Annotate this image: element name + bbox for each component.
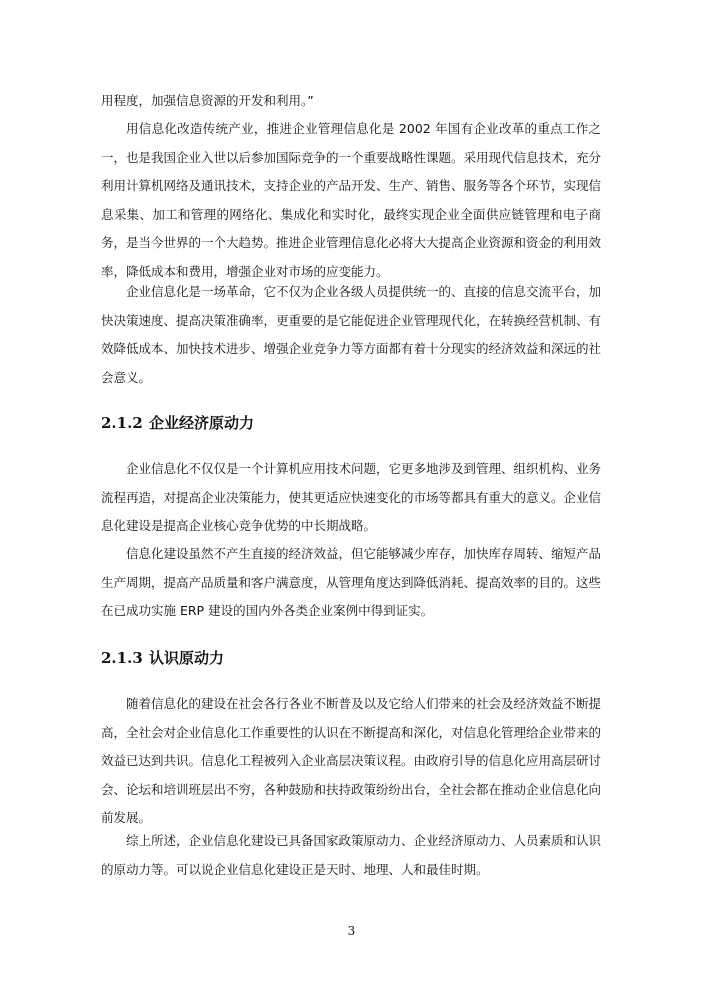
section-heading-2-1-3 — [101, 648, 224, 668]
paragraph-continuation: 用程度，加强信息资源的开发和利用。” — [101, 93, 314, 108]
paragraph-economic-driver: 企业信息化不仅仅是一个计算机应用技术问题，它更多地涉及到管理、组织机构、业务流程再造，对提高企业决策能力，使其更适应快速变化的市场等都具有重大的意义。企业信息化建设是提高企业核心竞争优势的中长期战略。 — [101, 461, 602, 534]
page-number: 3 — [347, 924, 356, 938]
section-title: 企业经济原动力 — [149, 414, 255, 432]
section-number: 2.1.2 — [101, 414, 143, 432]
paragraph-it-transformation: 用信息化改造传统产业，推进企业管理信息化是 2002 年国有企业改革的重点工作之一，也是我国企业入世以后参加国际竞争的一个重要战略性课题。采用现代信息技术，充分利用计算机网络及通讯技术，支持企业的产品开发、生产、销售、服务等各个环节，实现信息采集、加工和管理的网络化、集成化和实时化，最终实现企业全面供应链管理和电子商务，是当今世界的一个大趋势。推进企业管理信息化必将大大提高企业资源和资金的利用效率，降低成本和费用，增强企业对市场的应变能力。 — [101, 121, 602, 279]
section-title: 认识原动力 — [149, 649, 225, 667]
section-heading-2-1-2 — [101, 413, 254, 433]
paragraph-summary: 综上所述，企业信息化建设已具备国家政策原动力、企业经济原动力、人员素质和认识的原动力等。可以说企业信息化建设正是天时、地理、人和最佳时期。 — [101, 833, 602, 877]
paragraph-erp-benefits: 信息化建设虽然不产生直接的经济效益，但它能够减少库存，加快库存周转、缩短产品生产周期，提高产品质量和客户满意度，从管理角度达到降低消耗、提高效率的目的。这些在已成功实施 ERP 建设的国内外各类企业案例中得到证实。 — [101, 546, 602, 619]
paragraph-enterprise-revolution: 企业信息化是一场革命，它不仅为企业各级人员提供统一的、直接的信息交流平台，加快决策速度、提高决策准确率，更重要的是它能促进企业管理现代化，在转换经营机制、有效降低成本、加快技术进步、增强企业竞争力等方面都有着十分现实的经济效益和深远的社会意义。 — [101, 284, 602, 385]
section-number: 2.1.3 — [101, 649, 143, 667]
paragraph-awareness-driver: 随着信息化的建设在社会各行各业不断普及以及它给人们带来的社会及经济效益不断提高，全社会对企业信息化工作重要性的认识在不断提高和深化，对信息化管理给企业带来的效益已达到共识。信息化工程被列入企业高层决策议程。由政府引导的信息化应用高层研讨会、论坛和培训班层出不穷，各种鼓励和扶持政策纷纷出台，全社会都在推动企业信息化向前发展。 — [101, 696, 602, 826]
